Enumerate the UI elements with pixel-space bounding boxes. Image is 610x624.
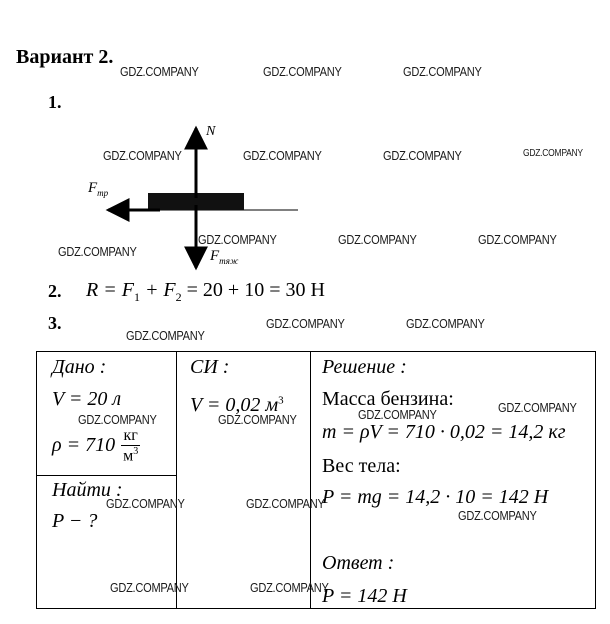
task2-formula: $R = F_1 + F_2 = 20 + 10 = 30$ Н <box>86 279 325 304</box>
given-header: Дано : <box>52 356 107 378</box>
si-header: СИ : <box>190 356 230 378</box>
watermark: GDZ.COMPANY <box>263 64 342 79</box>
item-number-2: 2. <box>48 281 62 301</box>
watermark: GDZ.COMPANY <box>218 412 297 427</box>
item-number-1: 1. <box>48 92 62 112</box>
given-density: ρ = 710 $\frac{кг}{м^3}$ <box>52 427 139 465</box>
si-volume: V = 0,02 $м^3$ <box>190 394 284 416</box>
answer-value: P = 142 Н <box>322 585 407 607</box>
watermark: GDZ.COMPANY <box>78 412 157 427</box>
watermark: GDZ.COMPANY <box>243 148 322 163</box>
watermark: GDZ.COMPANY <box>126 328 205 343</box>
mass-formula: m = ρV = 710 · 0,02 = 14,2 кг <box>322 421 566 443</box>
watermark: GDZ.COMPANY <box>523 148 583 159</box>
find-value: P − ? <box>52 510 98 532</box>
watermark: GDZ.COMPANY <box>120 64 199 79</box>
answer-header: Ответ : <box>322 552 395 574</box>
find-header: Найти : <box>52 479 123 501</box>
watermark: GDZ.COMPANY <box>58 244 137 259</box>
weight-label: Вес тела: <box>322 455 401 477</box>
watermark: GDZ.COMPANY <box>338 232 417 247</box>
watermark: GDZ.COMPANY <box>478 232 557 247</box>
watermark: GDZ.COMPANY <box>110 580 189 595</box>
watermark: GDZ.COMPANY <box>383 148 462 163</box>
mass-label: Масса бензина: <box>322 388 454 410</box>
weight-formula: P = mg = 14,2 · 10 = 142 Н <box>322 486 549 508</box>
watermark: GDZ.COMPANY <box>403 64 482 79</box>
watermark: GDZ.COMPANY <box>458 508 537 523</box>
watermark: GDZ.COMPANY <box>358 407 437 422</box>
watermark: GDZ.COMPANY <box>106 496 185 511</box>
item-number-3: 3. <box>48 313 62 333</box>
watermark: GDZ.COMPANY <box>246 496 325 511</box>
label-N: N <box>206 124 216 139</box>
watermark: GDZ.COMPANY <box>198 232 277 247</box>
watermark: GDZ.COMPANY <box>406 316 485 331</box>
label-gravity: $F_{тяж}$ <box>210 248 239 266</box>
given-volume: V = 20 л <box>52 388 122 410</box>
watermark: GDZ.COMPANY <box>498 400 577 415</box>
variant-heading: Вариант 2. <box>16 46 114 68</box>
watermark: GDZ.COMPANY <box>250 580 329 595</box>
watermark: GDZ.COMPANY <box>103 148 182 163</box>
label-friction: $F_{тр}$ <box>88 180 109 198</box>
watermark: GDZ.COMPANY <box>266 316 345 331</box>
solution-header: Решение : <box>322 356 407 378</box>
